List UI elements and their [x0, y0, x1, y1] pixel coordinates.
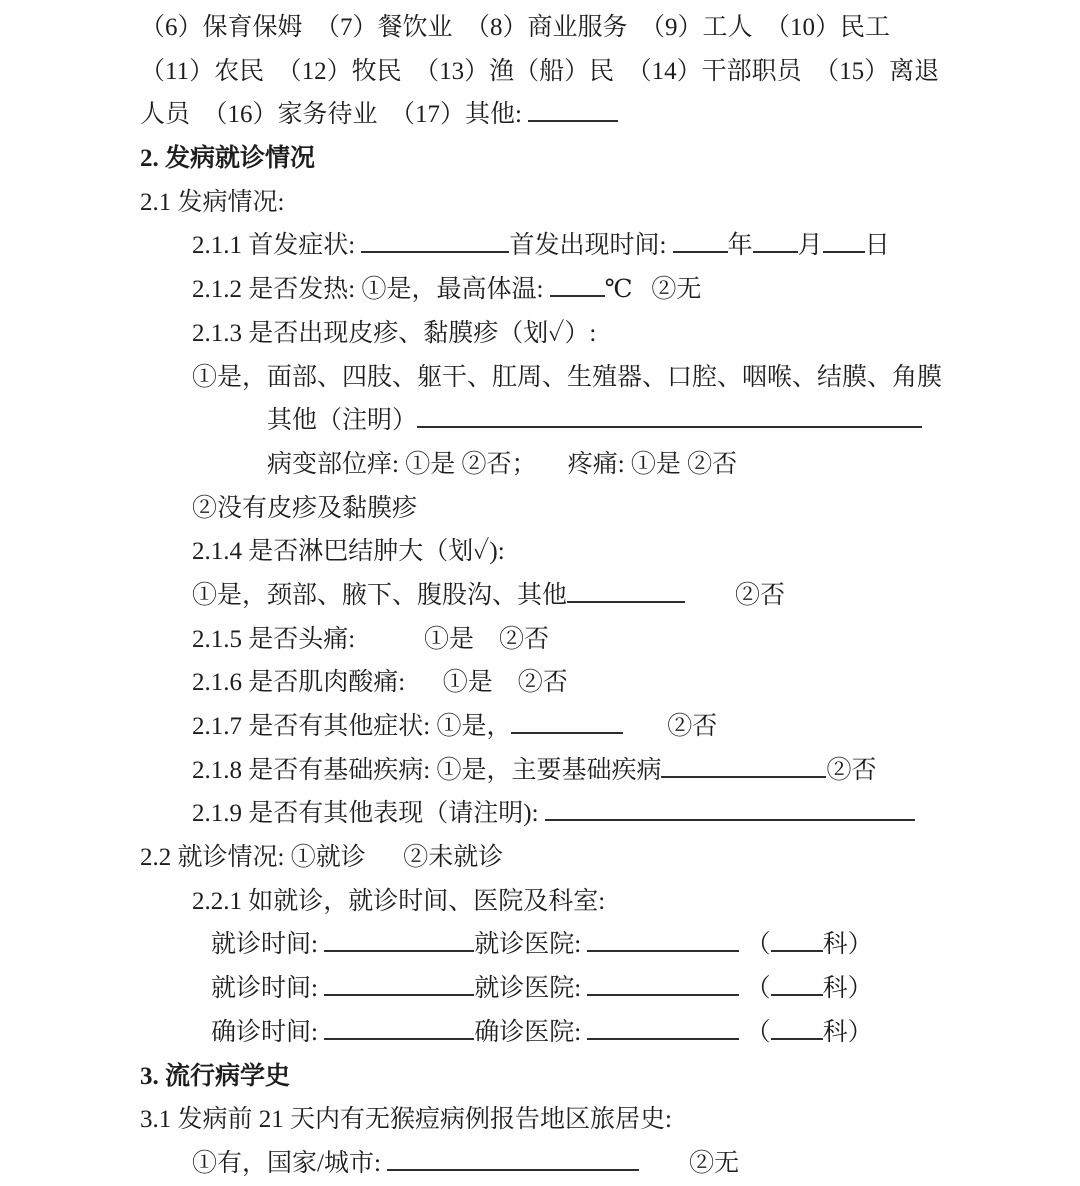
fill-in-blank	[771, 928, 823, 953]
item-2-1-5	[140, 618, 962, 662]
text-run: 就诊医院:	[474, 931, 588, 959]
text-run: 其他（注明）	[267, 407, 418, 435]
text-run: ①是，面部、四肢、躯干、肛周、生殖器、口腔、咽喉、结膜、角膜	[192, 363, 943, 391]
text-run: 2. 发病就诊情况	[140, 145, 316, 173]
fill-in-blank	[528, 98, 618, 123]
text-run: ②否	[685, 581, 786, 609]
item-2-2-1	[140, 880, 962, 924]
text-run: 2.1.7 是否有其他症状: ①是，	[192, 713, 512, 740]
text-run: 科）	[822, 931, 873, 959]
confirm-row	[140, 1011, 962, 1055]
item-3-1-options	[140, 1142, 962, 1186]
item-2-1-3-option-no	[140, 487, 962, 531]
occupation-codes-line-1	[140, 6, 962, 50]
item-2-1-4-options	[140, 574, 962, 618]
occupation-codes-line-3	[140, 93, 962, 137]
item-2-1-6	[140, 661, 962, 705]
fill-in-blank	[324, 1015, 474, 1040]
item-2-1-3-itch-pain	[140, 443, 962, 487]
fill-in-blank	[587, 928, 739, 953]
text-run: 首发出现时间:	[509, 232, 673, 260]
fill-in-blank	[823, 229, 865, 254]
text-run: 2.1.9 是否有其他表现（请注明):	[192, 800, 545, 828]
fill-in-blank	[771, 972, 823, 997]
item-2-2	[140, 836, 962, 880]
text-run: 科）	[822, 975, 873, 1003]
fill-in-blank	[587, 972, 739, 997]
text-run: （11）农民 （12）牧民 （13）渔（船）民 （14）干部职员 （15）离退	[140, 57, 940, 85]
fill-in-blank	[324, 972, 474, 997]
item-2-1-7	[140, 705, 962, 749]
occupation-codes-line-2	[140, 50, 962, 94]
fill-in-blank	[545, 797, 915, 822]
item-2-1-9	[140, 792, 962, 836]
text-run: 病变部位痒: ①是 ②否； 疼痛: ①是 ②否	[267, 450, 738, 478]
text-run: 确诊医院:	[474, 1018, 588, 1046]
text-run: ℃ ②无	[604, 276, 702, 304]
text-run: 就诊时间:	[211, 975, 325, 1003]
fill-in-blank	[361, 229, 509, 254]
text-run: 2.2 就诊情况: ①就诊 ②未就诊	[140, 844, 504, 872]
item-2-1-3-other-note	[140, 399, 962, 443]
fill-in-blank	[753, 229, 798, 254]
text-run: （	[739, 1018, 771, 1046]
text-run: 月	[797, 232, 823, 260]
text-run: 2.2.1 如就诊，就诊时间、医院及科室:	[192, 887, 606, 915]
fill-in-blank	[387, 1146, 639, 1171]
item-2-1-4	[140, 530, 962, 574]
fill-in-blank	[324, 928, 474, 953]
text-run: 2.1.2 是否发热: ①是，最高体温:	[192, 276, 550, 304]
item-2-1	[140, 181, 962, 225]
text-run: 日	[864, 232, 890, 260]
fill-in-blank	[661, 753, 826, 778]
text-run: ②没有皮疹及黏膜疹	[192, 494, 418, 522]
text-run: 2.1.5 是否头痛: ①是 ②否	[192, 625, 549, 653]
fill-in-blank	[550, 273, 605, 298]
text-run: 2.1.1 首发症状:	[192, 232, 362, 260]
text-run: 3. 流行病学史	[140, 1062, 291, 1090]
text-run: ②否	[623, 713, 718, 740]
text-run: ①是，颈部、腋下、腹股沟、其他	[192, 581, 568, 609]
text-run: 确诊时间:	[211, 1018, 325, 1046]
visit-row-1	[140, 923, 962, 967]
text-run: ②否	[826, 756, 877, 784]
text-run: 年	[727, 232, 753, 260]
text-run: 3.1 发病前 21 天内有无猴痘病例报告地区旅居史:	[140, 1106, 672, 1134]
item-2-1-1	[140, 224, 962, 268]
item-2-1-3-option-yes	[140, 356, 962, 400]
item-2-1-8	[140, 749, 962, 793]
section-3-heading	[140, 1055, 962, 1099]
text-run: ②无	[639, 1149, 740, 1177]
fill-in-blank	[771, 1015, 823, 1040]
fill-in-blank	[587, 1015, 739, 1040]
item-3-1	[140, 1098, 962, 1142]
fill-in-blank	[567, 578, 685, 603]
text-run: （	[739, 975, 771, 1003]
text-run: 就诊时间:	[211, 931, 325, 959]
section-2-heading	[140, 137, 962, 181]
fill-in-blank	[511, 710, 623, 735]
text-run: 人员 （16）家务待业 （17）其他:	[140, 101, 529, 129]
text-run: 2.1.6 是否肌肉酸痛: ①是 ②否	[192, 669, 568, 697]
text-run: 2.1 发病情况:	[140, 188, 285, 216]
fill-in-blank	[673, 229, 728, 254]
text-run: （	[739, 931, 771, 959]
text-run: ①有，国家/城市:	[192, 1149, 388, 1177]
item-2-1-2	[140, 268, 962, 312]
text-run: 2.1.4 是否淋巴结肿大（划✓):	[192, 538, 505, 566]
text-run: 科）	[822, 1018, 873, 1046]
fill-in-blank	[417, 404, 922, 429]
item-2-1-3	[140, 312, 962, 356]
text-run: （6）保育保姆 （7）餐饮业 （8）商业服务 （9）工人 （10）民工	[140, 14, 891, 41]
visit-row-2	[140, 967, 962, 1011]
text-run: 就诊医院:	[474, 975, 588, 1003]
text-run: 2.1.3 是否出现皮疹、黏膜疹（划✓）:	[192, 319, 597, 347]
text-run: 2.1.8 是否有基础疾病: ①是，主要基础疾病	[192, 756, 662, 784]
